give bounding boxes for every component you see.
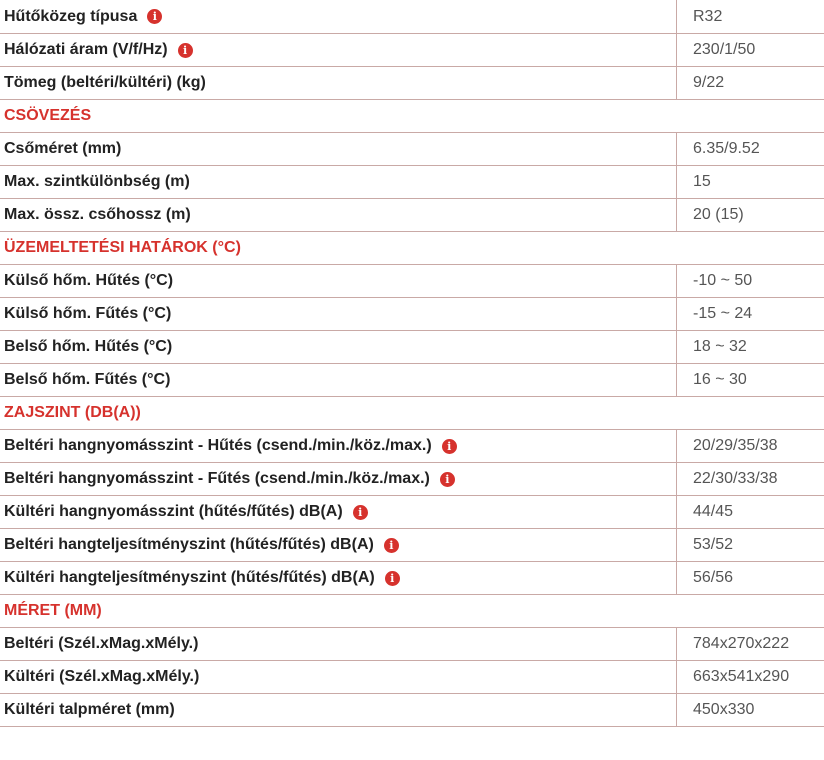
info-icon[interactable]: i bbox=[385, 571, 400, 586]
spec-row bbox=[0, 133, 824, 166]
spec-row bbox=[0, 298, 824, 331]
spec-value: 22/30/33/38 bbox=[676, 463, 824, 495]
spec-label bbox=[0, 298, 676, 330]
spec-value: 20 (15) bbox=[676, 199, 824, 231]
spec-label-text: Max. össz. csőhossz (m) bbox=[4, 206, 191, 223]
spec-label-text: Csőméret (mm) bbox=[4, 140, 122, 157]
spec-row bbox=[0, 0, 824, 34]
spec-row bbox=[0, 364, 824, 397]
section-title: MÉRET (MM) bbox=[4, 602, 102, 619]
spec-row bbox=[0, 67, 824, 100]
section-title: ÜZEMELTETÉSI HATÁROK (°C) bbox=[4, 239, 241, 256]
spec-label bbox=[0, 364, 676, 396]
spec-row bbox=[0, 694, 824, 727]
spec-label-text: Beltéri hangnyomásszint - Hűtés (csend./min./köz./max.) bbox=[4, 437, 432, 454]
info-icon[interactable]: i bbox=[384, 538, 399, 553]
spec-label bbox=[0, 199, 676, 231]
info-icon[interactable]: i bbox=[440, 472, 455, 487]
spec-label bbox=[0, 34, 676, 66]
spec-row bbox=[0, 562, 824, 595]
info-icon[interactable]: i bbox=[442, 439, 457, 454]
spec-label bbox=[0, 694, 676, 726]
spec-label-text: Hálózati áram (V/f/Hz) bbox=[4, 41, 168, 58]
spec-row bbox=[0, 265, 824, 298]
info-icon[interactable]: i bbox=[353, 505, 368, 520]
spec-row bbox=[0, 34, 824, 67]
spec-value: 15 bbox=[676, 166, 824, 198]
spec-row bbox=[0, 529, 824, 562]
section-header bbox=[0, 595, 824, 628]
spec-label bbox=[0, 496, 676, 528]
spec-row bbox=[0, 496, 824, 529]
spec-value: 230/1/50 bbox=[676, 34, 824, 66]
spec-label bbox=[0, 562, 676, 594]
spec-value: 44/45 bbox=[676, 496, 824, 528]
spec-label bbox=[0, 628, 676, 660]
spec-value: 18 ~ 32 bbox=[676, 331, 824, 363]
info-icon[interactable]: i bbox=[147, 9, 162, 24]
spec-value: 20/29/35/38 bbox=[676, 430, 824, 462]
spec-value: R32 bbox=[676, 0, 824, 33]
spec-label-text: Külső hőm. Fűtés (°C) bbox=[4, 305, 172, 322]
spec-label-text: Belső hőm. Hűtés (°C) bbox=[4, 338, 173, 355]
spec-label-text: Kültéri hangnyomásszint (hűtés/fűtés) dB(A) bbox=[4, 503, 343, 520]
spec-label-text: Belső hőm. Fűtés (°C) bbox=[4, 371, 171, 388]
spec-label bbox=[0, 67, 676, 99]
spec-value: 9/22 bbox=[676, 67, 824, 99]
spec-row bbox=[0, 199, 824, 232]
spec-label-text: Beltéri hangnyomásszint - Fűtés (csend./min./köz./max.) bbox=[4, 470, 430, 487]
section-header bbox=[0, 397, 824, 430]
section-header bbox=[0, 232, 824, 265]
spec-value: 16 ~ 30 bbox=[676, 364, 824, 396]
spec-row bbox=[0, 463, 824, 496]
spec-label-text: Kültéri hangteljesítményszint (hűtés/fűtés) dB(A) bbox=[4, 569, 375, 586]
spec-value: -10 ~ 50 bbox=[676, 265, 824, 297]
spec-label bbox=[0, 133, 676, 165]
spec-label bbox=[0, 463, 676, 495]
spec-value: 56/56 bbox=[676, 562, 824, 594]
spec-label-text: Kültéri talpméret (mm) bbox=[4, 701, 175, 718]
spec-row bbox=[0, 661, 824, 694]
section-title: ZAJSZINT (DB(A)) bbox=[4, 404, 141, 421]
spec-label bbox=[0, 529, 676, 561]
spec-value: 450x330 bbox=[676, 694, 824, 726]
spec-label-text: Max. szintkülönbség (m) bbox=[4, 173, 190, 190]
spec-row bbox=[0, 430, 824, 463]
spec-value: 663x541x290 bbox=[676, 661, 824, 693]
spec-label bbox=[0, 0, 676, 33]
spec-label-text: Külső hőm. Hűtés (°C) bbox=[4, 272, 174, 289]
spec-label bbox=[0, 265, 676, 297]
section-title: CSÖVEZÉS bbox=[4, 107, 92, 124]
spec-label-text: Tömeg (beltéri/kültéri) (kg) bbox=[4, 74, 206, 91]
spec-row bbox=[0, 166, 824, 199]
spec-value: -15 ~ 24 bbox=[676, 298, 824, 330]
spec-label-text: Beltéri hangteljesítményszint (hűtés/fűtés) dB(A) bbox=[4, 536, 374, 553]
spec-row bbox=[0, 628, 824, 661]
spec-label-text: Hűtőközeg típusa bbox=[4, 7, 138, 25]
section-header bbox=[0, 100, 824, 133]
spec-label bbox=[0, 661, 676, 693]
spec-value: 784x270x222 bbox=[676, 628, 824, 660]
spec-value: 53/52 bbox=[676, 529, 824, 561]
spec-label bbox=[0, 430, 676, 462]
info-icon[interactable]: i bbox=[178, 43, 193, 58]
spec-label-text: Kültéri (Szél.xMag.xMély.) bbox=[4, 668, 200, 685]
spec-label bbox=[0, 331, 676, 363]
spec-row bbox=[0, 331, 824, 364]
spec-value: 6.35/9.52 bbox=[676, 133, 824, 165]
spec-label-text: Beltéri (Szél.xMag.xMély.) bbox=[4, 635, 199, 652]
spec-label bbox=[0, 166, 676, 198]
